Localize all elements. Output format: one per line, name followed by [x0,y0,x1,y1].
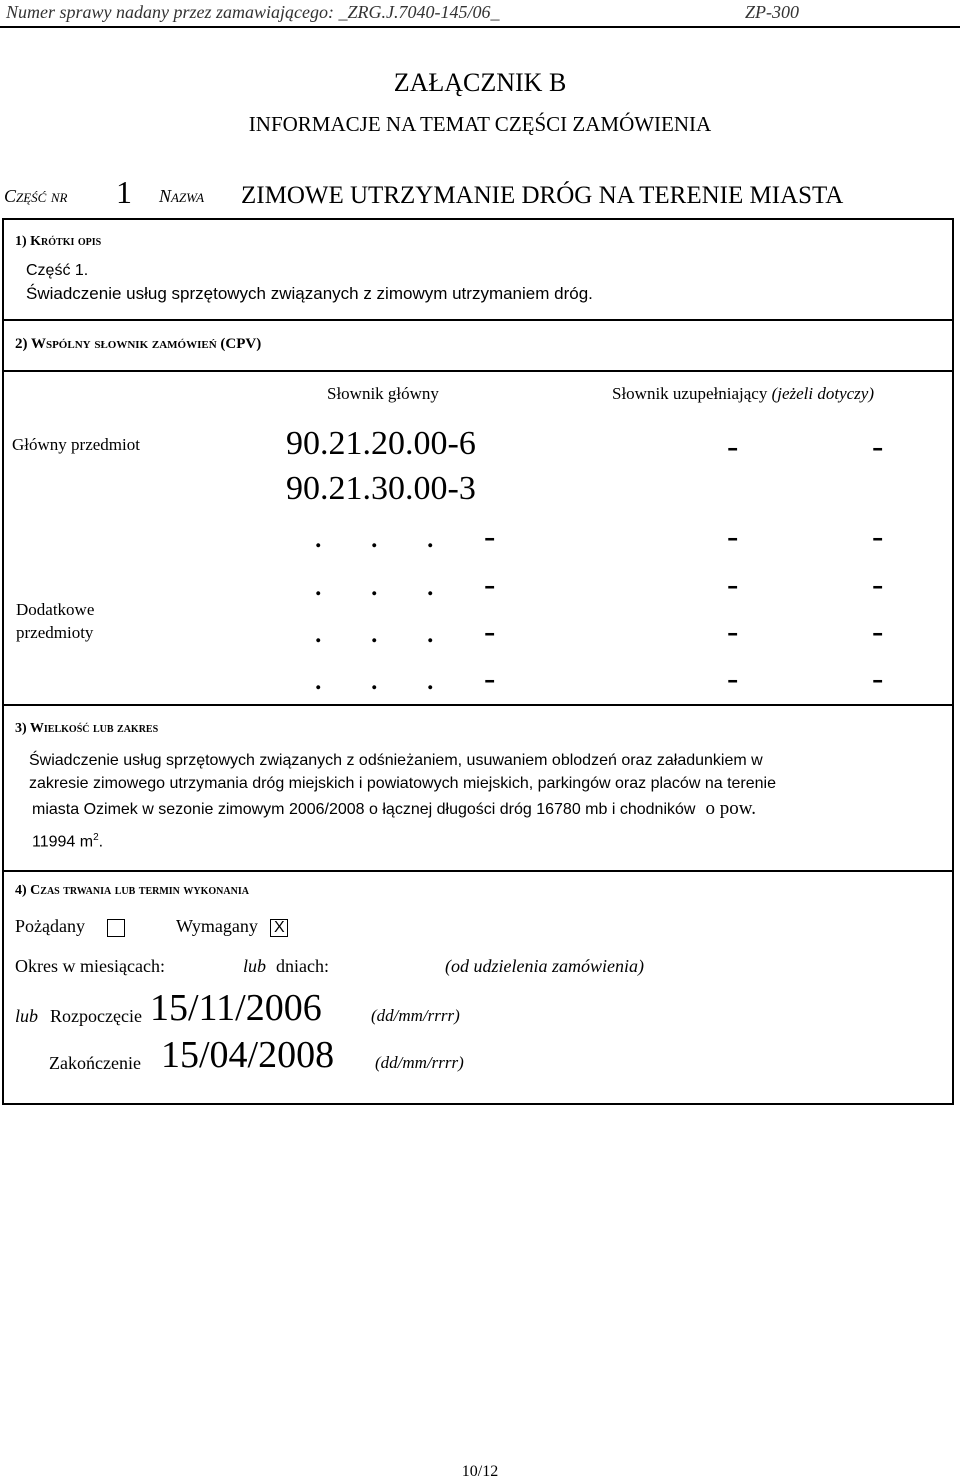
col-supp-label: Słownik uzupełniający [612,384,768,403]
dash: - [484,518,496,555]
annex-title: ZAŁĄCZNIK B [393,68,567,97]
desired-label: Pożądany [15,916,85,936]
additional-subjects-label-2: przedmioty [16,623,94,642]
main-supp-dash-1: - [727,428,739,465]
dot: . [314,660,323,697]
dot: . [370,566,379,603]
cpv-section [2,321,954,706]
part-name-label: Nazwa [159,186,205,206]
dot: . [426,518,435,555]
scope-line-3 [32,798,756,820]
dot: . [370,613,379,650]
additional-subjects-label-1: Dodatkowe [16,600,95,619]
area-end: . [98,833,104,851]
required-option [176,916,288,937]
case-number: Numer sprawy nadany przez zamawiającego: _ZRG.J.7040-145/06_ [6,2,500,22]
required-label: Wymagany [176,916,258,936]
required-checkbox[interactable]: X [270,919,288,937]
start-label: Rozpoczęcie [50,1006,142,1026]
dash: - [727,566,739,603]
scope-line-2: zakresie zimowego utrzymania dróg miejskich i powiatowych miejskich, parkingów oraz placów na terenie [29,775,776,792]
dash: - [872,613,884,650]
dot: . [426,660,435,697]
dash: - [727,518,739,555]
scope-line-3a: miasta Ozimek w sezonie zimowym 2006/2008 o łącznej długości dróg 16780 mb i chodników [32,801,696,818]
dash: - [727,660,739,697]
end-date: 15/04/2008 [161,1034,335,1076]
dash: - [484,566,496,603]
end-label: Zakończenie [49,1053,141,1073]
section1-heading: 1) Krótki opis [15,234,102,249]
dash: - [872,660,884,697]
days-label: dniach: [276,956,329,976]
main-supp-dash-2: - [872,428,884,465]
annex-subtitle: INFORMACJE NA TEMAT CZĘŚCI ZAMÓWIENIA [248,112,712,136]
page-header [0,0,960,28]
section4-heading: 4) Czas trwania lub termin wykonania [15,883,249,898]
area-sup: 2 [93,832,99,843]
dash: - [484,660,496,697]
dash: - [484,613,496,650]
dot: . [314,518,323,555]
end-date-format: (dd/mm/rrrr) [375,1053,464,1072]
dash: - [872,566,884,603]
part-number-label: Część nr [4,186,68,206]
months-label: Okres w miesiącach: [15,956,165,976]
desired-checkbox[interactable] [107,919,125,937]
section1-line1: Część 1. [26,262,89,279]
section2-heading: 2) Wspólny słownik zamówień (CPV) [15,336,262,352]
dot: . [314,613,323,650]
or-label-1: lub [243,956,267,976]
col-supplementary-dictionary [612,384,874,404]
main-cpv-code-2: 90.21.30.00-3 [286,470,476,507]
main-subject-label: Główny przedmiot [12,435,140,454]
duration-section [2,872,954,1105]
or-label-2: lub [15,1006,39,1026]
part-name: ZIMOWE UTRZYMANIE DRÓG NA TERENIE MIASTA [241,182,844,209]
dot: . [426,566,435,603]
scope-line-1: Świadczenie usług sprzętowych związanych z odśnieżaniem, usuwaniem oblodzeń oraz załadunkiem w [29,752,763,769]
dash: - [727,613,739,650]
col-supp-note: (jeżeli dotyczy) [771,384,875,403]
form-code: ZP-300 [745,2,799,22]
cpv-divider [2,370,954,372]
dot: . [314,566,323,603]
area-value: 11994 m [32,833,94,851]
scope-line-4 [32,832,103,851]
short-description-section [2,218,954,321]
dot: . [370,518,379,555]
desired-option [15,916,125,937]
dot: . [426,613,435,650]
scope-line-3b: o pow. [705,798,756,819]
section3-heading: 3) Wielkość lub zakres [15,721,159,736]
page-number: 10/12 [461,1463,499,1480]
dot: . [370,660,379,697]
main-cpv-code-1: 90.21.20.00-6 [286,425,476,462]
part-line [4,174,944,214]
from-award-note: (od udzielenia zamówienia) [445,956,644,976]
scope-section [2,706,954,872]
dash: - [872,518,884,555]
col-main-dictionary: Słownik główny [327,384,439,403]
section1-line2: Świadczenie usług sprzętowych związanych z zimowym utrzymaniem dróg. [26,284,593,303]
start-date-format: (dd/mm/rrrr) [371,1006,460,1025]
part-number: 1 [116,174,132,210]
start-date: 15/11/2006 [150,987,322,1029]
